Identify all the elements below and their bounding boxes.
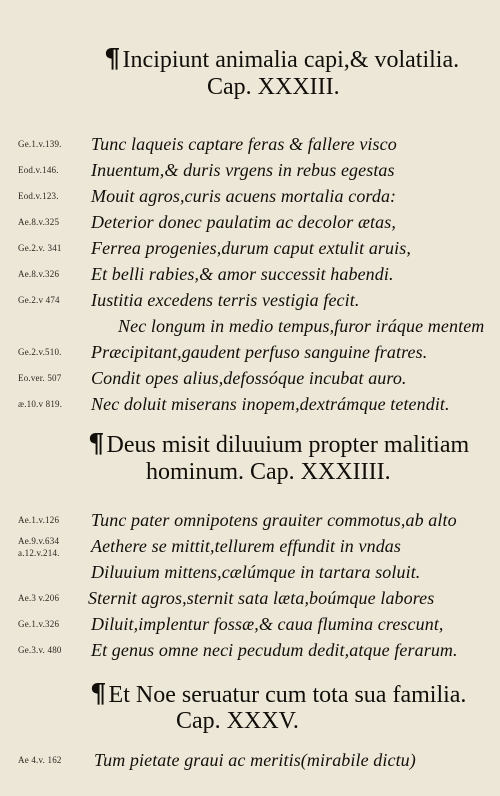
verse-row (0, 638, 500, 664)
verse-row (0, 366, 500, 392)
verse-reference: Eod.v.123. (18, 191, 59, 201)
verse-reference-secondary: a.12.v.214. (18, 548, 60, 558)
verse-row (0, 508, 500, 534)
verse-reference: Ae.9.v.634 (18, 536, 60, 546)
chapter-heading-line-1: ¶Et Noe seruatur cum tota sua familia. (90, 679, 467, 709)
verse-row (0, 288, 500, 314)
chapter-number: hominum. Cap. XXXIIII. (146, 459, 391, 485)
verse-reference: Ge.2.v.510. (18, 347, 62, 357)
verse-reference: Ae 4.v. 162 (18, 755, 62, 765)
verse-reference: Eo.ver. 507 (18, 373, 62, 383)
verse-row (0, 586, 500, 612)
verse-text: Mouit agros,curis acuens mortalia corda: (91, 186, 397, 206)
chapter-number: Cap. XXXIII. (207, 74, 340, 100)
verse-text: Nec longum in medio tempus,furor iráque mentem (118, 316, 485, 336)
verse-text: Tunc laqueis captare feras & fallere visco (91, 134, 397, 154)
chapter-heading-line-1: ¶Deus misit diluuium propter malitiam (88, 429, 470, 459)
pilcrow-icon: ¶ (104, 44, 121, 74)
chapter-number: Cap. XXXV. (176, 708, 299, 734)
pilcrow-icon: ¶ (88, 429, 105, 459)
chapter-heading-line-1: ¶Incipiunt animalia capi,& volatilia. (104, 44, 460, 74)
verse-row (0, 210, 500, 236)
verse-row (0, 392, 500, 418)
verse-reference: Eod.v.146. (18, 165, 59, 175)
verse-text: Sternit agros,sternit sata læta,boúmque labores (88, 588, 435, 608)
verse-row (0, 132, 500, 158)
verse-text: Et belli rabies,& amor successit habendi. (91, 264, 394, 284)
verse-text: Tum pietate graui ac meritis(mirabile dictu) (94, 750, 416, 770)
verse-reference: Ae.1.v.126 (18, 515, 60, 525)
verse-reference: Ae.8.v.326 (18, 269, 60, 279)
verse-row (0, 612, 500, 638)
verse-reference: Ge.1.v.326 (18, 619, 60, 629)
verse-row (0, 340, 500, 366)
verse-row (0, 748, 500, 774)
verse-text: Diluuium mittens,cælúmque in tartara soluit. (91, 562, 421, 582)
verse-text: Nec doluit miserans inopem,dextrámque tetendit. (91, 394, 450, 414)
verse-text: Deterior donec paulatim ac decolor ætas, (91, 212, 396, 232)
verse-text: Diluit,implentur fossæ,& caua flumina crescunt, (91, 614, 444, 634)
verse-reference: Ge.1.v.139. (18, 139, 62, 149)
verse-row (0, 262, 500, 288)
verse-reference: Ae.3 v.206 (18, 593, 60, 603)
verse-row (0, 534, 500, 560)
verse-row (0, 158, 500, 184)
verse-reference: æ.10.v 819. (18, 399, 63, 409)
verse-text: Et genus omne neci pecudum dedit,atque ferarum. (91, 640, 458, 660)
verse-reference: Ae.8.v.325 (18, 217, 60, 227)
verse-text: Aethere se mittit,tellurem effundit in vndas (91, 536, 402, 556)
verse-row (0, 236, 500, 262)
pilcrow-icon: ¶ (90, 679, 107, 709)
verse-text: Ferrea progenies,durum caput extulit aruis, (91, 238, 411, 258)
verse-row (0, 184, 500, 210)
verse-text: Condit opes alius,defossóque incubat auro. (91, 368, 407, 388)
verse-text: Iustitia excedens terris vestigia fecit. (91, 290, 360, 310)
verse-row (0, 560, 500, 586)
verse-reference: Ge.2.v 474 (18, 295, 60, 305)
verse-text: Inuentum,& duris vrgens in rebus egestas (91, 160, 395, 180)
verse-reference: Ge.2.v. 341 (18, 243, 62, 253)
verse-reference: Ge.3.v. 480 (18, 645, 62, 655)
verse-row (0, 314, 500, 340)
verse-text: Tunc pater omnipotens grauiter commotus,ab alto (91, 510, 457, 530)
verse-text: Præcipitant,gaudent perfuso sanguine fratres. (91, 342, 428, 362)
